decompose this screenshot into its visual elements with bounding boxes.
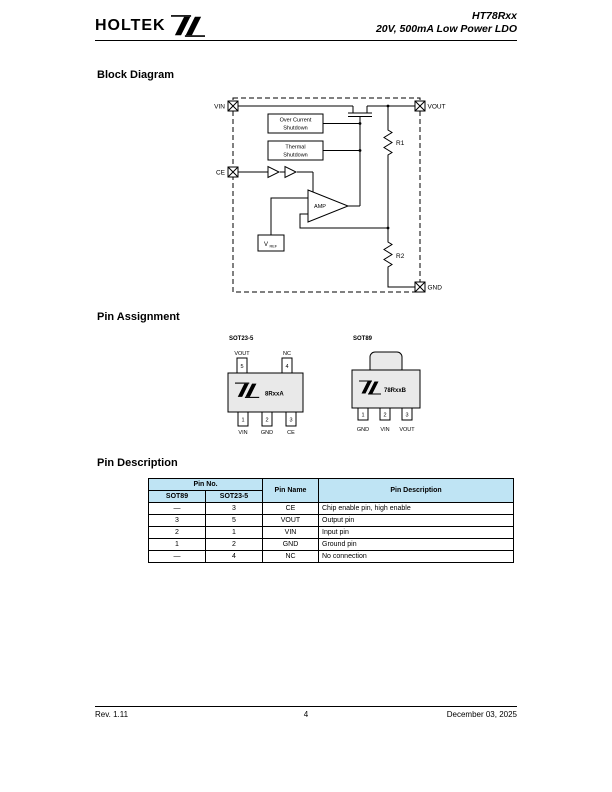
cell-sot89: —: [149, 551, 206, 563]
cell-sot23-5: 4: [206, 551, 263, 563]
cell-pin-name: GND: [263, 539, 319, 551]
footer-page-number: 4: [303, 710, 309, 719]
sot89-pin3-name: VOUT: [399, 427, 415, 433]
sot89-pin2-num: 2: [383, 412, 387, 419]
sot23-5-pin4-name: NC: [283, 351, 291, 357]
cell-sot89: 3: [149, 515, 206, 527]
vref-label: V: [264, 242, 269, 248]
cell-description: Output pin: [319, 515, 514, 527]
footer-date: December 03, 2025: [446, 710, 517, 719]
doc-subtitle: 20V, 500mA Low Power LDO: [375, 23, 517, 36]
sot89-package: [352, 336, 420, 433]
pin-description-table: [148, 478, 514, 563]
sot23-5-part-number: 8RxxA: [265, 391, 284, 398]
sot23-5-pin5-name: VOUT: [234, 351, 250, 357]
ce-buffer-2: [285, 167, 296, 178]
cell-sot89: 1: [149, 539, 206, 551]
th-sot23-5: SOT23-5: [206, 491, 263, 503]
sot89-pin3-num: 3: [405, 412, 409, 419]
cell-sot23-5: 5: [206, 515, 263, 527]
cell-description: Ground pin: [319, 539, 514, 551]
header-rule: [95, 40, 517, 41]
sot23-5-pin2-name: GND: [260, 430, 274, 436]
sot23-5-pin5-num: 5: [240, 364, 244, 370]
cell-description: No connection: [319, 551, 514, 563]
sot89-title: SOT89: [353, 336, 373, 342]
cell-pin-name: VOUT: [263, 515, 319, 527]
th-pin-no: Pin No.: [149, 479, 263, 491]
sot23-5-pin1-num: 1: [241, 417, 245, 424]
cell-sot23-5: 2: [206, 539, 263, 551]
over-current-shutdown-block: [268, 114, 323, 133]
sot23-5-pin2-num: 2: [265, 417, 269, 424]
th-sot89: SOT89: [149, 491, 206, 503]
vin-label: VIN: [214, 103, 225, 111]
cell-pin-name: NC: [263, 551, 319, 563]
thermal-label-line1: Thermal: [285, 144, 306, 151]
cell-description: Input pin: [319, 527, 514, 539]
cell-description: Chip enable pin, high enable: [319, 503, 514, 515]
pass-transistor: [348, 106, 372, 206]
cell-sot89: 2: [149, 527, 206, 539]
table-row: [149, 515, 514, 527]
diagram-boundary: [233, 98, 420, 292]
r2-label: R2: [396, 253, 405, 260]
holtek-logo-text: HOLTEK: [95, 17, 166, 34]
sot23-5-pin3-name: CE: [287, 430, 295, 436]
table-row: [149, 527, 514, 539]
doc-title: HT78Rxx: [472, 10, 517, 22]
vout-pin: [415, 101, 446, 111]
sot23-5-pin1-name: VIN: [238, 430, 248, 436]
footer-rule: [95, 706, 517, 707]
ce-label: CE: [215, 169, 225, 177]
header-titles: [376, 10, 517, 36]
holtek-logo-mark: [171, 13, 205, 39]
sot23-5-pin3-num: 3: [289, 417, 293, 424]
amp-label: AMP: [314, 204, 326, 210]
thermal-shutdown-block: [268, 141, 323, 160]
amp-block: [308, 190, 348, 222]
cell-sot89: —: [149, 503, 206, 515]
sot89-pin1-num: 1: [361, 412, 365, 419]
over-current-label-line1: Over Current: [279, 117, 312, 124]
sot23-5-pin4-num: 4: [285, 364, 289, 370]
r1-label: R1: [396, 140, 405, 147]
cell-sot23-5: 3: [206, 503, 263, 515]
sot89-pin2-name: VIN: [380, 427, 390, 433]
cell-sot23-5: 1: [206, 527, 263, 539]
cell-pin-name: CE: [263, 503, 319, 515]
junction-dots: [359, 105, 390, 230]
table-row: [149, 551, 514, 563]
sot23-5-title: SOT23-5: [229, 336, 254, 342]
resistor-r1: [384, 106, 392, 228]
vref-block: [258, 235, 284, 251]
holtek-logo: [95, 13, 205, 39]
vref-label-sub: REF: [269, 244, 278, 249]
thermal-label-line2: Shutdown: [283, 152, 308, 159]
table-row: [149, 539, 514, 551]
vin-pin: [214, 101, 238, 111]
gnd-label: GND: [427, 284, 442, 292]
block-diagram-heading: Block Diagram: [97, 69, 175, 81]
table-row: [149, 503, 514, 515]
th-pin-description: Pin Description: [319, 479, 514, 503]
pin-assignment-heading: Pin Assignment: [97, 311, 180, 323]
block-diagram: [205, 90, 455, 302]
gnd-pin: [415, 282, 442, 292]
sot89-part-number: 78RxxB: [384, 388, 407, 394]
over-current-label-line2: Shutdown: [283, 125, 308, 132]
vout-label: VOUT: [427, 103, 446, 111]
circuit-wires: [238, 106, 415, 287]
ce-pin: [216, 167, 238, 177]
sot23-5-package: [228, 336, 303, 436]
ce-buffer-1: [268, 167, 279, 178]
cell-pin-name: VIN: [263, 527, 319, 539]
pin-description-heading: Pin Description: [97, 457, 178, 469]
th-pin-name: Pin Name: [263, 479, 319, 503]
footer-revision: Rev. 1.11: [95, 710, 129, 719]
sot89-pin1-name: GND: [356, 427, 370, 433]
pin-assignment-figures: [220, 330, 450, 448]
